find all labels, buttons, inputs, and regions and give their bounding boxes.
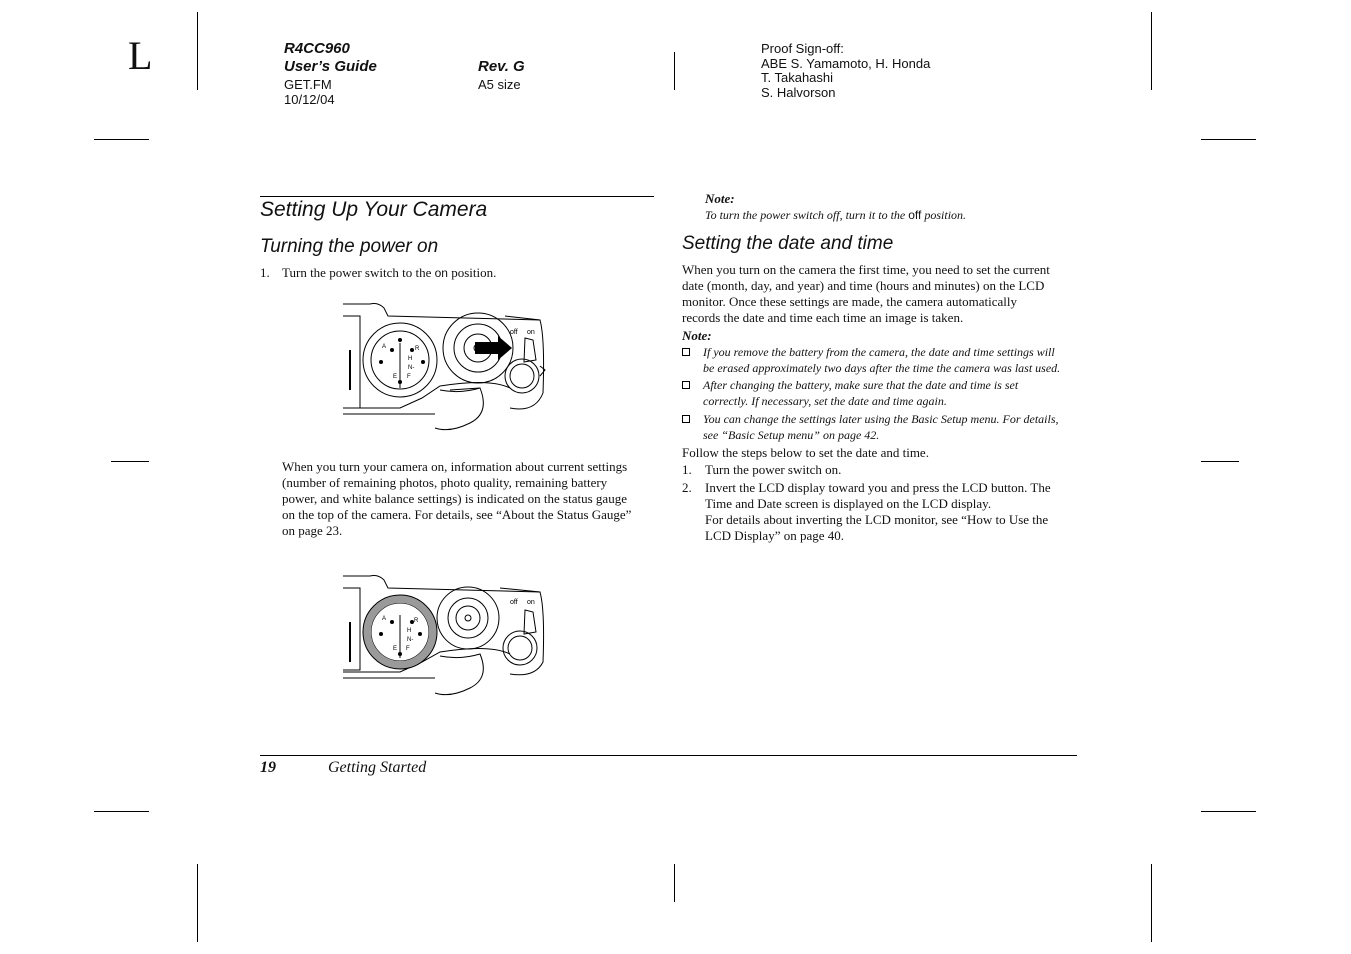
corner-letter-mark: L	[128, 33, 153, 78]
bullet-line: see “Basic Setup menu” on page 42.	[703, 428, 880, 442]
paragraph-line: on the top of the camera. For details, see “About the Status Gauge”	[282, 507, 632, 522]
subsection-title-date-time: Setting the date and time	[682, 233, 894, 254]
proof-line: ABE S. Yamamoto, H. Honda	[761, 56, 931, 71]
on-label: on	[527, 599, 535, 606]
follow-steps-text: Follow the steps below to set the date and time.	[682, 445, 929, 460]
bullet-line: If you remove the battery from the camera, the date and time settings will	[703, 345, 1055, 359]
crop-mark	[94, 139, 149, 140]
step-text: Turn the power switch on.	[705, 462, 842, 477]
status-gauge-paragraph	[282, 459, 662, 539]
paragraph-line: power, and white balance settings) is indicated on the status gauge	[282, 491, 627, 506]
bullet-line: be erased approximately two days after the time the camera was last used.	[703, 361, 1061, 375]
off-label: off	[510, 329, 518, 336]
step-text	[705, 480, 1085, 544]
proof-title: Proof Sign-off:	[761, 41, 844, 56]
bullet-line: You can change the settings later using the Basic Setup menu. For details,	[703, 412, 1059, 426]
step-line: LCD Display” on page 40.	[705, 528, 845, 543]
r-label: R	[414, 618, 419, 624]
step-line: For details about inverting the LCD monitor, see “How to Use the	[705, 512, 1049, 527]
paragraph-line: records the date and time each time an image is taken.	[682, 310, 964, 325]
paragraph-line: (number of remaining photos, photo quality, remaining battery	[282, 475, 608, 490]
crop-mark	[1151, 12, 1152, 90]
crop-mark	[1151, 864, 1152, 942]
h-label: H	[408, 356, 413, 362]
file-name: GET.FM	[284, 77, 332, 92]
step-number: 2.	[682, 480, 692, 495]
paragraph-line: When you turn your camera on, information about current settings	[282, 459, 628, 474]
checkbox-bullet-icon	[682, 415, 690, 423]
crop-mark	[674, 52, 675, 90]
guide-title: User’s Guide	[284, 58, 377, 75]
page-size: A5 size	[478, 77, 521, 92]
checkbox-bullet-icon	[682, 381, 690, 389]
a-label: A	[382, 616, 387, 622]
f-label: F	[406, 646, 410, 652]
paragraph-line: on page 23.	[282, 523, 343, 538]
r-label: R	[415, 346, 420, 352]
camera-top-illustration-power-on	[340, 298, 550, 438]
on-label: on	[527, 329, 535, 336]
n-label: N-	[407, 637, 414, 643]
crop-mark	[197, 864, 198, 942]
doc-code: R4CC960	[284, 40, 350, 57]
step-number: 1.	[260, 265, 270, 280]
crop-mark	[197, 12, 198, 90]
footer-section: Getting Started	[328, 759, 427, 776]
e-label: E	[393, 646, 398, 652]
h-label: H	[407, 628, 412, 634]
n-label: N-	[408, 365, 415, 371]
note-bullet	[682, 377, 1018, 409]
paragraph-line: monitor. Once these settings are made, the camera automatically	[682, 294, 1017, 309]
camera-top-illustration-status-gauge	[340, 570, 550, 705]
f-label: F	[407, 374, 411, 380]
subsection-title: Turning the power on	[260, 236, 439, 257]
on-label: on	[434, 266, 448, 280]
step-number: 1.	[682, 462, 692, 477]
step-text	[282, 265, 496, 281]
crop-mark	[94, 811, 149, 812]
footer-rule	[260, 755, 1077, 756]
bullet-line: After changing the battery, make sure that the date and time is set	[703, 378, 1019, 392]
off-label: off	[908, 208, 922, 222]
section-title: Setting Up Your Camera	[260, 198, 488, 221]
note-text-pre: To turn the power switch off, turn it to the	[705, 208, 909, 222]
note-label: Note:	[682, 328, 712, 343]
crop-mark	[1201, 461, 1239, 462]
crop-mark	[1201, 139, 1256, 140]
intro-paragraph	[682, 262, 1082, 326]
note-bullet	[682, 411, 1059, 443]
proof-line: S. Halvorson	[761, 85, 836, 100]
note-text	[705, 207, 966, 223]
off-label: off	[510, 599, 518, 606]
step-text-post: position.	[447, 265, 497, 280]
doc-date: 10/12/04	[284, 92, 335, 107]
crop-mark	[111, 461, 149, 462]
revision: Rev. G	[478, 58, 525, 75]
proof-line: T. Takahashi	[761, 70, 834, 85]
step-line: Invert the LCD display toward you and press the LCD button. The	[705, 480, 1051, 495]
note-bullet	[682, 344, 1060, 376]
step-text-pre: Turn the power switch to the	[282, 265, 435, 280]
page-number: 19	[260, 759, 276, 776]
paragraph-line: When you turn on the camera the first time, you need to set the current	[682, 262, 1050, 277]
crop-mark	[1201, 811, 1256, 812]
checkbox-bullet-icon	[682, 348, 690, 356]
e-label: E	[393, 374, 398, 380]
crop-mark	[674, 864, 675, 902]
note-text-post: position.	[921, 208, 967, 222]
step-line: Time and Date screen is displayed on the LCD display.	[705, 496, 992, 511]
a-label: A	[382, 344, 387, 350]
paragraph-line: date (month, day, and year) and time (hours and minutes) on the LCD	[682, 278, 1045, 293]
note-label: Note:	[705, 191, 735, 206]
bullet-line: correctly. If necessary, set the date and time again.	[703, 394, 947, 408]
section-rule	[260, 196, 654, 197]
